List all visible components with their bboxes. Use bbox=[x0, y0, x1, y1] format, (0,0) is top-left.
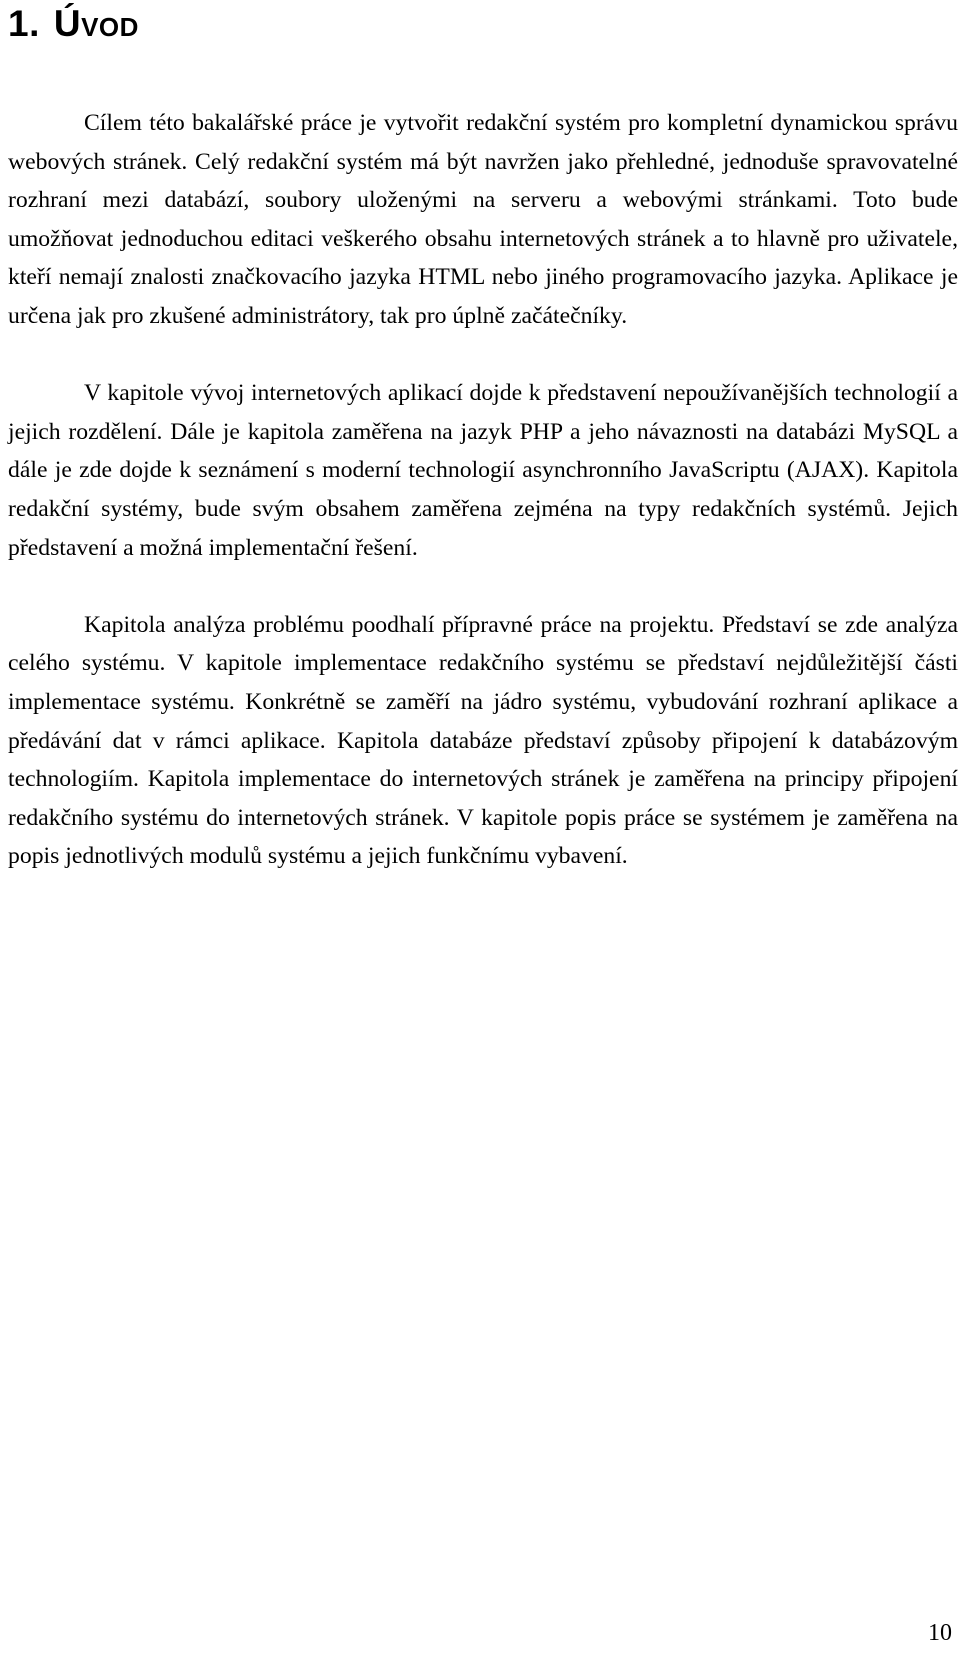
chapter-title: Úvod bbox=[53, 3, 139, 44]
chapter-body bbox=[8, 104, 958, 876]
paragraph-2: V kapitole vývoj internetových aplikací dojde k představení nepoužívanějších technologií a jejich rozdělení. Dále je kapitola zaměřena na jazyk PHP a jeho návaznosti na databázi MySQL a dále je zde dojde k seznámení s moderní technologií asynchronního JavaScriptu (AJAX). Kapitola redakční systémy, bude svým obsahem zaměřena zejména na typy redakčních systémů. Jejich představení a možná implementační řešení. bbox=[8, 380, 958, 561]
page-number: 10 bbox=[928, 1620, 952, 1646]
chapter-heading bbox=[8, 2, 139, 46]
paragraph-1: Cílem této bakalářské práce je vytvořit redakční systém pro kompletní dynamickou správu webových stránek. Celý redakční systém má být navržen jako přehledné, jednoduše spravovatelné rozhraní mezi databází, soubory uloženými na serveru a webovými stránkami. Toto bude umožňovat jednoduchou editaci veškerého obsahu internetových stránek a to hlavně pro uživatele, kteří nemají znalosti značkovacího jazyka HTML nebo jiného programovacího jazyka. Aplikace je určena jak pro zkušené administrátory, tak pro úplně začátečníky. bbox=[8, 110, 958, 329]
chapter-number: 1. bbox=[8, 3, 40, 44]
paragraph-3: Kapitola analýza problému poodhalí přípravné práce na projektu. Představí se zde analýza celého systému. V kapitole implementace redakčního systému se představí nejdůležitější části implementace systému. Konkrétně se zaměří na jádro systému, vybudování rozhraní aplikace a předávání dat v rámci aplikace. Kapitola databáze představí způsoby připojení k databázovým technologiím. Kapitola implementace do internetových stránek je zaměřena na principy připojení redakčního systému do internetových stránek. V kapitole popis práce se systémem je zaměřena na popis jednotlivých modulů systému a jejich funkčnímu vybavení. bbox=[8, 611, 958, 870]
